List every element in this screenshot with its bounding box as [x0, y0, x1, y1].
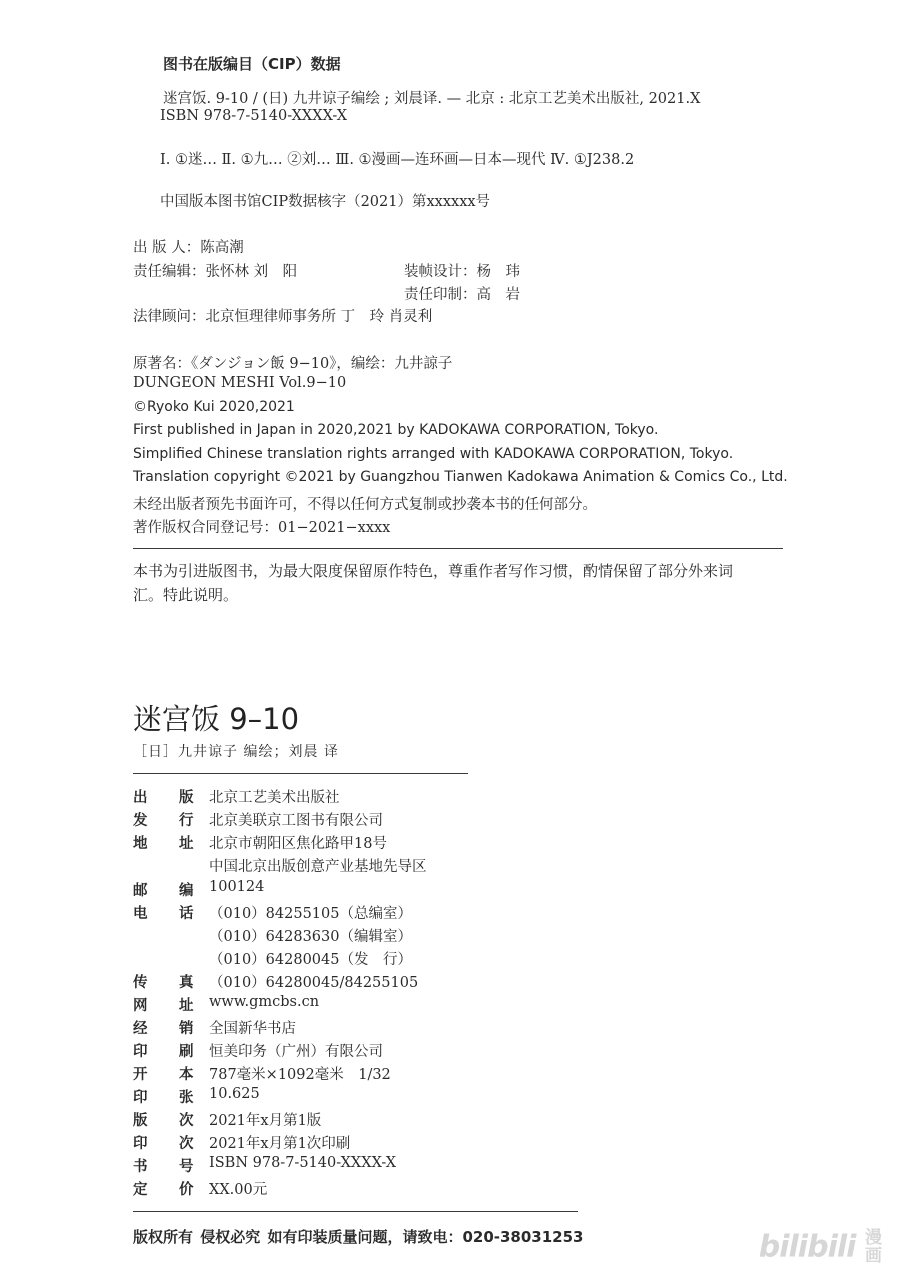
publisher-value: 陈高潮	[200, 240, 244, 256]
detail-value: ISBN 978-7-5140-XXXX-X	[209, 1155, 397, 1171]
detail-label-2: 行	[179, 813, 194, 829]
rights-reserved-footer: 版权所有 侵权必究 如有印装质量问题，请致电：020-38031253	[133, 1228, 584, 1246]
publisher-label: 出 版 人：	[133, 240, 201, 256]
detail-value: XX.00元	[209, 1182, 268, 1198]
detail-label-2: 次	[179, 1136, 194, 1152]
contract-registration: 著作版权合同登记号：01−2021−xxxx	[133, 520, 391, 536]
book-credit: ［日］九井谅子 编绘；刘晨 译	[133, 744, 339, 760]
watermark-tag-1: 漫	[865, 1228, 882, 1248]
first-published-line: First published in Japan in 2020,2021 by KADOKAWA CORPORATION, Tokyo.	[133, 422, 659, 438]
detail-label-1: 书	[133, 1159, 148, 1175]
detail-label-1: 传	[133, 975, 148, 991]
cip-line-number: 中国版本图书馆CIP数据核字（2021）第xxxxxx号	[160, 194, 491, 210]
detail-label-1: 开	[133, 1067, 148, 1083]
detail-value: （010）64280045（发 行）	[209, 952, 412, 968]
detail-label-1: 发	[133, 813, 148, 829]
detail-value: （010）84255105（总编室）	[209, 906, 412, 922]
detail-label-1: 印	[133, 1090, 148, 1106]
detail-label-2: 张	[179, 1090, 194, 1106]
detail-label-2: 号	[179, 1159, 194, 1175]
detail-value: 北京美联京工图书有限公司	[209, 813, 383, 829]
detail-label-2: 址	[179, 998, 194, 1014]
detail-label-2: 址	[179, 836, 194, 852]
detail-value: 787毫米×1092毫米 1/32	[209, 1067, 391, 1083]
detail-label-1: 电	[133, 906, 148, 922]
divider-title	[133, 773, 468, 774]
legal-label: 法律顾问：	[133, 309, 206, 325]
cip-heading: 图书在版编目（CIP）数据	[163, 55, 341, 73]
detail-label-1: 版	[133, 1113, 148, 1129]
binding-design	[404, 260, 520, 281]
responsible-print	[404, 283, 520, 304]
detail-label-2: 编	[179, 883, 194, 899]
detail-label-2: 本	[179, 1067, 194, 1083]
detail-label-1: 经	[133, 1021, 148, 1037]
divider-top	[133, 548, 783, 549]
detail-value: 中国北京出版创意产业基地先导区	[209, 859, 427, 875]
editor-value: 张怀林 刘 阳	[205, 264, 298, 280]
cip-line-1: 迷宫饭. 9-10 / (日) 九井谅子编绘 ; 刘晨译. — 北京 : 北京工艺美术出版社, 2021.X	[163, 91, 701, 107]
copyright-line: ©Ryoko Kui 2020,2021	[133, 399, 295, 415]
detail-label-2: 刷	[179, 1044, 194, 1060]
original-title-line: 原著名：《ダンジョン飯 9−10》，编绘：九井諒子	[133, 356, 453, 372]
detail-value: （010）64280045/84255105	[209, 975, 419, 991]
detail-label-1: 印	[133, 1044, 148, 1060]
editor-label: 责任编辑：	[133, 264, 206, 280]
book-title: 迷宫饭 9–10	[133, 702, 300, 736]
design-label: 装帧设计：	[404, 264, 477, 280]
original-series-line: DUNGEON MESHI Vol.9−10	[133, 375, 347, 391]
cip-line-classification: Ⅰ. ①迷… Ⅱ. ①九… ②刘… Ⅲ. ①漫画—连环画—日本—现代 Ⅳ. ①J238.2	[160, 152, 635, 168]
detail-label-1: 印	[133, 1136, 148, 1152]
detail-value: （010）64283630（编辑室）	[209, 929, 412, 945]
detail-label-1: 定	[133, 1182, 148, 1198]
divider-bottom	[133, 1211, 578, 1212]
design-value: 杨 玮	[476, 264, 520, 280]
detail-value: 恒美印务（广州）有限公司	[209, 1044, 383, 1060]
print-label: 责任印制：	[404, 287, 477, 303]
watermark-tag-2: 画	[865, 1246, 882, 1266]
detail-value: 10.625	[209, 1086, 260, 1102]
detail-label-2: 销	[179, 1021, 194, 1037]
detail-label-1: 邮	[133, 883, 148, 899]
detail-value: 2021年x月第1次印刷	[209, 1136, 351, 1152]
publisher-person	[133, 236, 244, 257]
translation-copyright-line: Translation copyright ©2021 by Guangzhou Tianwen Kadokawa Animation & Comics Co., Ltd.	[133, 469, 788, 485]
responsible-editor	[133, 260, 297, 281]
translation-note-line-2: 汇。特此说明。	[133, 586, 239, 604]
detail-value: www.gmcbs.cn	[209, 994, 320, 1010]
detail-label-2: 版	[179, 790, 194, 806]
cip-line-isbn: ISBN 978-7-5140-XXXX-X	[160, 108, 348, 124]
detail-label-1: 网	[133, 998, 148, 1014]
legal-advisor	[133, 305, 432, 326]
detail-value: 100124	[209, 879, 265, 895]
print-value: 高 岩	[476, 287, 520, 303]
detail-label-2: 次	[179, 1113, 194, 1129]
translation-note-line-1: 本书为引进版图书，为最大限度保留原作特色，尊重作者写作习惯，酌情保留了部分外来词	[133, 562, 734, 580]
detail-label-1: 地	[133, 836, 148, 852]
translation-rights-line: Simplified Chinese translation rights arranged with KADOKAWA CORPORATION, Tokyo.	[133, 446, 734, 462]
detail-value: 全国新华书店	[209, 1021, 296, 1037]
legal-value: 北京恒理律师事务所 丁 玲 肖灵利	[205, 309, 433, 325]
bilibili-manga-watermark	[759, 1229, 882, 1265]
bilibili-logo: bilibili	[758, 1229, 856, 1265]
detail-label-2: 真	[179, 975, 194, 991]
reproduction-notice: 未经出版者预先书面许可，不得以任何方式复制或抄袭本书的任何部分。	[133, 497, 597, 513]
detail-label-1: 出	[133, 790, 148, 806]
detail-value: 北京工艺美术出版社	[209, 790, 340, 806]
detail-value: 北京市朝阳区焦化路甲18号	[209, 836, 387, 852]
detail-label-2: 价	[179, 1182, 194, 1198]
detail-label-2: 话	[179, 906, 194, 922]
detail-value: 2021年x月第1版	[209, 1113, 322, 1129]
